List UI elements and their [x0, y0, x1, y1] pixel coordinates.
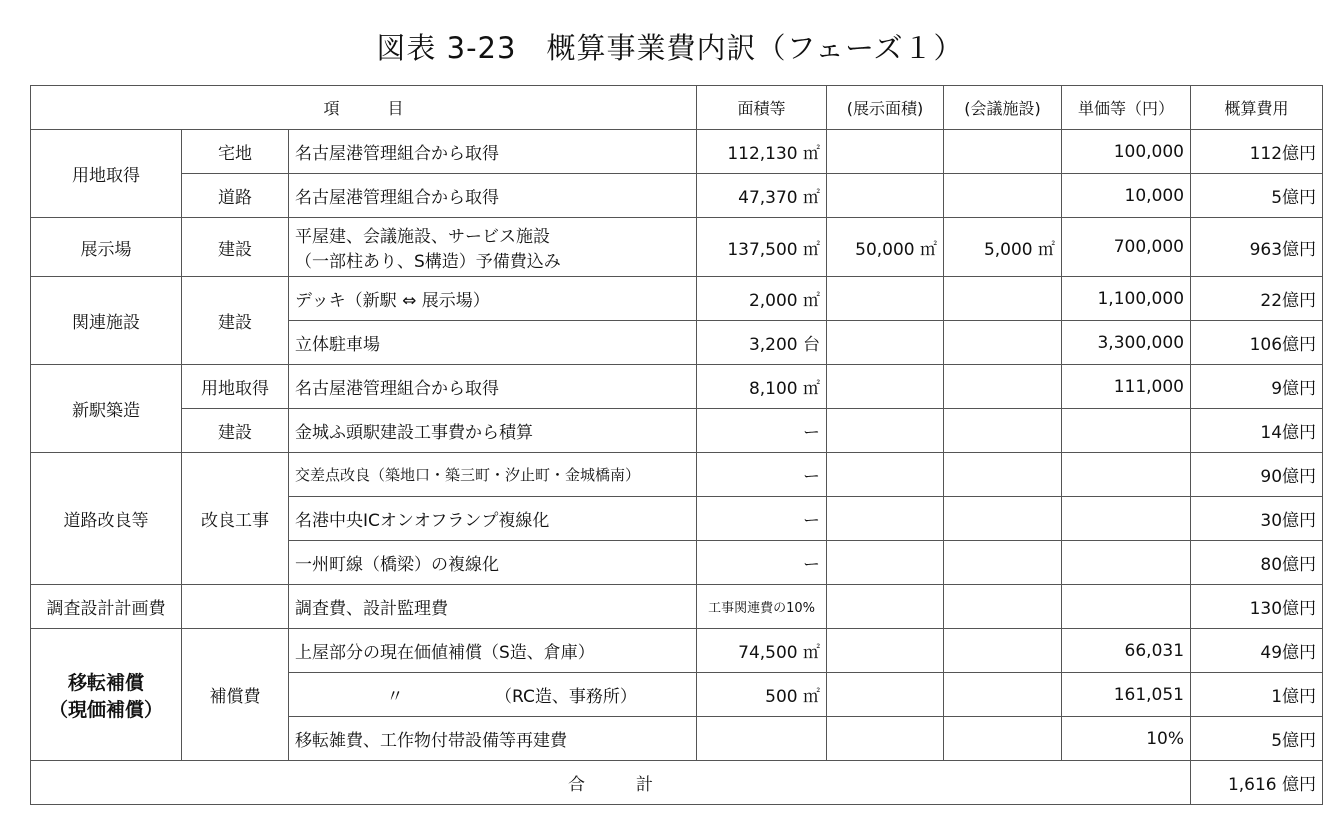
area-cell	[697, 717, 827, 761]
cost-cell: 1億円	[1191, 673, 1323, 717]
category-line-1: 移転補償	[67, 671, 144, 694]
area-cell: ー	[697, 409, 827, 453]
description-line-2: （一部柱あり、S構造）予備費込み	[295, 252, 561, 272]
cost-breakdown-table	[30, 85, 1323, 805]
exhibit-cell	[827, 365, 944, 409]
area-cell: 500 ㎡	[697, 673, 827, 717]
header-area: 面積等	[697, 86, 827, 130]
price-cell: 3,300,000	[1062, 321, 1191, 365]
cost-cell: 90億円	[1191, 453, 1323, 497]
category-cell: 用地取得	[31, 130, 182, 218]
description-cell: 移転雑費、工作物付帯設備等再建費	[289, 717, 697, 761]
exhibit-cell	[827, 629, 944, 673]
description-cell: 一州町線（橋梁）の複線化	[289, 541, 697, 585]
table-row	[31, 174, 1323, 218]
description-cell: 名古屋港管理組合から取得	[289, 130, 697, 174]
table-row	[31, 453, 1323, 497]
conference-cell: 5,000 ㎡	[944, 218, 1062, 277]
header-exhibit-area: (展示面積)	[827, 86, 944, 130]
exhibit-cell	[827, 409, 944, 453]
table-row	[31, 365, 1323, 409]
cost-cell: 5億円	[1191, 174, 1323, 218]
category-cell	[31, 629, 182, 761]
subcategory-cell: 用地取得	[182, 365, 289, 409]
category-cell: 道路改良等	[31, 453, 182, 585]
total-label: 合 計	[31, 761, 1191, 805]
cost-cell: 5億円	[1191, 717, 1323, 761]
conference-cell	[944, 321, 1062, 365]
category-cell: 展示場	[31, 218, 182, 277]
area-cell: 2,000 ㎡	[697, 277, 827, 321]
subcategory-cell	[182, 585, 289, 629]
area-cell: ー	[697, 453, 827, 497]
total-cost: 1,616 億円	[1191, 761, 1323, 805]
cost-cell: 30億円	[1191, 497, 1323, 541]
description-cell	[289, 218, 697, 277]
exhibit-cell	[827, 321, 944, 365]
header-item: 項 目	[31, 86, 697, 130]
conference-cell	[944, 717, 1062, 761]
subcategory-cell: 道路	[182, 174, 289, 218]
table-row	[31, 629, 1323, 673]
cost-cell: 130億円	[1191, 585, 1323, 629]
description-cell: 調査費、設計監理費	[289, 585, 697, 629]
description-cell: 交差点改良（築地口・築三町・汐止町・金城橋南）	[289, 453, 697, 497]
exhibit-cell	[827, 277, 944, 321]
header-unit-price: 単価等（円）	[1062, 86, 1191, 130]
header-cost: 概算費用	[1191, 86, 1323, 130]
area-cell: 3,200 台	[697, 321, 827, 365]
ditto-mark: 〃	[386, 687, 404, 707]
category-cell: 関連施設	[31, 277, 182, 365]
price-cell	[1062, 585, 1191, 629]
subcategory-cell: 改良工事	[182, 453, 289, 585]
header-conference: (会議施設)	[944, 86, 1062, 130]
description-cell: 名古屋港管理組合から取得	[289, 365, 697, 409]
description-cell: 立体駐車場	[289, 321, 697, 365]
price-cell	[1062, 409, 1191, 453]
cost-cell: 14億円	[1191, 409, 1323, 453]
cost-cell: 22億円	[1191, 277, 1323, 321]
cost-cell: 112億円	[1191, 130, 1323, 174]
area-cell: 47,370 ㎡	[697, 174, 827, 218]
price-cell: 10%	[1062, 717, 1191, 761]
table-row	[31, 130, 1323, 174]
description-text: （RC造、事務所）	[495, 687, 637, 707]
description-cell: 名港中央ICオンオフランプ複線化	[289, 497, 697, 541]
cost-cell: 106億円	[1191, 321, 1323, 365]
conference-cell	[944, 497, 1062, 541]
conference-cell	[944, 629, 1062, 673]
subcategory-cell: 建設	[182, 409, 289, 453]
conference-cell	[944, 673, 1062, 717]
price-cell	[1062, 453, 1191, 497]
table-row	[31, 277, 1323, 321]
cost-cell: 9億円	[1191, 365, 1323, 409]
area-cell: 工事関連費の10%	[697, 585, 827, 629]
description-cell: 上屋部分の現在価値補償（S造、倉庫）	[289, 629, 697, 673]
area-cell: ー	[697, 497, 827, 541]
cost-cell: 80億円	[1191, 541, 1323, 585]
exhibit-cell	[827, 717, 944, 761]
conference-cell	[944, 453, 1062, 497]
header-row	[31, 86, 1323, 130]
price-cell	[1062, 497, 1191, 541]
conference-cell	[944, 541, 1062, 585]
price-cell: 100,000	[1062, 130, 1191, 174]
exhibit-cell	[827, 497, 944, 541]
conference-cell	[944, 174, 1062, 218]
table-row	[31, 409, 1323, 453]
page-title: 図表 3-23 概算事業費内訳（フェーズ１）	[376, 31, 964, 65]
category-cell: 新駅築造	[31, 365, 182, 453]
description-cell: 名古屋港管理組合から取得	[289, 174, 697, 218]
conference-cell	[944, 585, 1062, 629]
exhibit-cell	[827, 541, 944, 585]
category-cell: 調査設計計画費	[31, 585, 182, 629]
area-cell: 112,130 ㎡	[697, 130, 827, 174]
conference-cell	[944, 277, 1062, 321]
subcategory-cell: 建設	[182, 218, 289, 277]
description-cell	[289, 673, 697, 717]
description-cell: 金城ふ頭駅建設工事費から積算	[289, 409, 697, 453]
exhibit-cell	[827, 673, 944, 717]
conference-cell	[944, 130, 1062, 174]
exhibit-cell	[827, 585, 944, 629]
total-row	[31, 761, 1323, 805]
conference-cell	[944, 409, 1062, 453]
exhibit-cell	[827, 453, 944, 497]
subcategory-cell: 補償費	[182, 629, 289, 761]
price-cell: 66,031	[1062, 629, 1191, 673]
price-cell: 10,000	[1062, 174, 1191, 218]
cost-cell: 49億円	[1191, 629, 1323, 673]
subcategory-cell: 建設	[182, 277, 289, 365]
price-cell: 1,100,000	[1062, 277, 1191, 321]
exhibit-cell: 50,000 ㎡	[827, 218, 944, 277]
area-cell: 137,500 ㎡	[697, 218, 827, 277]
area-cell: ー	[697, 541, 827, 585]
table-row	[31, 585, 1323, 629]
exhibit-cell	[827, 130, 944, 174]
price-cell: 161,051	[1062, 673, 1191, 717]
category-line-2: （現価補償）	[48, 698, 163, 721]
exhibit-cell	[827, 174, 944, 218]
area-cell: 8,100 ㎡	[697, 365, 827, 409]
price-cell	[1062, 541, 1191, 585]
conference-cell	[944, 365, 1062, 409]
subcategory-cell: 宅地	[182, 130, 289, 174]
description-line-1: 平屋建、会議施設、サービス施設	[295, 227, 550, 247]
table-row	[31, 218, 1323, 277]
price-cell: 700,000	[1062, 218, 1191, 277]
cost-cell: 963億円	[1191, 218, 1323, 277]
area-cell: 74,500 ㎡	[697, 629, 827, 673]
price-cell: 111,000	[1062, 365, 1191, 409]
description-cell: デッキ（新駅 ⇔ 展示場）	[289, 277, 697, 321]
